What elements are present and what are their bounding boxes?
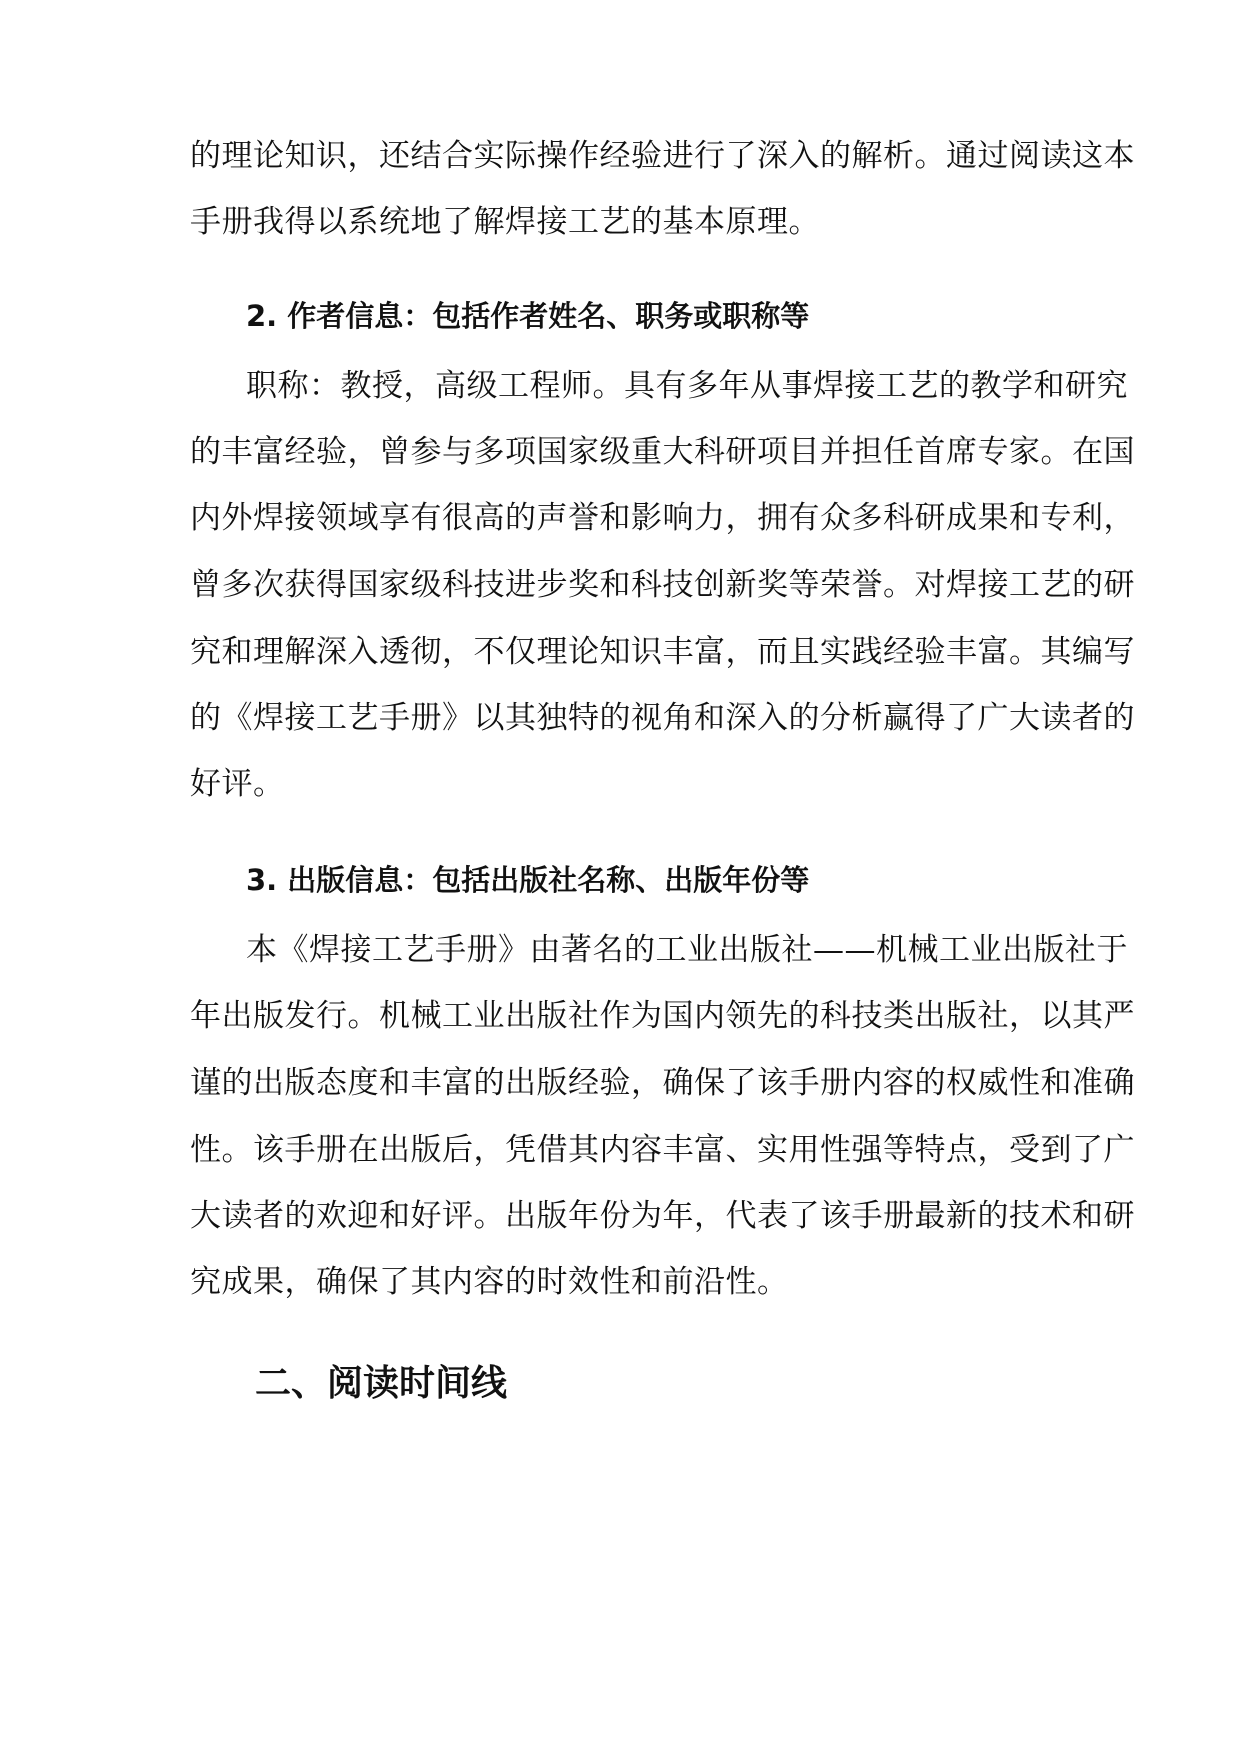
paragraph-line: 的《焊接工艺手册》以其独特的视角和深入的分析赢得了广大读者的 <box>190 700 1135 736</box>
reading-timeline-title: 二、阅读时间线 <box>255 1363 508 1404</box>
paragraph-line: 好评。 <box>190 766 285 802</box>
paragraph-line: 的丰富经验，曾参与多项国家级重大科研项目并担任首席专家。在国 <box>190 434 1135 470</box>
paragraph-line: 本《焊接工艺手册》由著名的工业出版社——机械工业出版社于 <box>246 932 1128 968</box>
paragraph-line: 大读者的欢迎和好评。出版年份为年，代表了该手册最新的技术和研 <box>190 1198 1135 1234</box>
paragraph-line: 年出版发行。机械工业出版社作为国内领先的科技类出版社，以其严 <box>190 998 1135 1034</box>
paragraph-line: 曾多次获得国家级科技进步奖和科技创新奖等荣誉。对焊接工艺的研 <box>190 567 1135 603</box>
paragraph-line: 谨的出版态度和丰富的出版经验，确保了该手册内容的权威性和准确 <box>190 1065 1135 1101</box>
paragraph-line: 究和理解深入透彻，不仅理论知识丰富，而且实践经验丰富。其编写 <box>190 634 1135 670</box>
paragraph-line: 手册我得以系统地了解焊接工艺的基本原理。 <box>190 204 820 240</box>
paragraph-line: 性。该手册在出版后，凭借其内容丰富、实用性强等特点，受到了广 <box>190 1132 1135 1168</box>
paragraph-line: 职称：教授，高级工程师。具有多年从事焊接工艺的教学和研究 <box>246 368 1128 404</box>
publisher-info-heading: 3. 出版信息：包括出版社名称、出版年份等 <box>246 863 810 897</box>
paragraph-line: 内外焊接领域享有很高的声誉和影响力，拥有众多科研成果和专利， <box>190 500 1135 536</box>
paragraph-line: 的理论知识，还结合实际操作经验进行了深入的解析。通过阅读这本 <box>190 138 1135 174</box>
paragraph-line: 究成果，确保了其内容的时效性和前沿性。 <box>190 1264 789 1300</box>
author-info-heading: 2. 作者信息：包括作者姓名、职务或职称等 <box>246 299 810 333</box>
